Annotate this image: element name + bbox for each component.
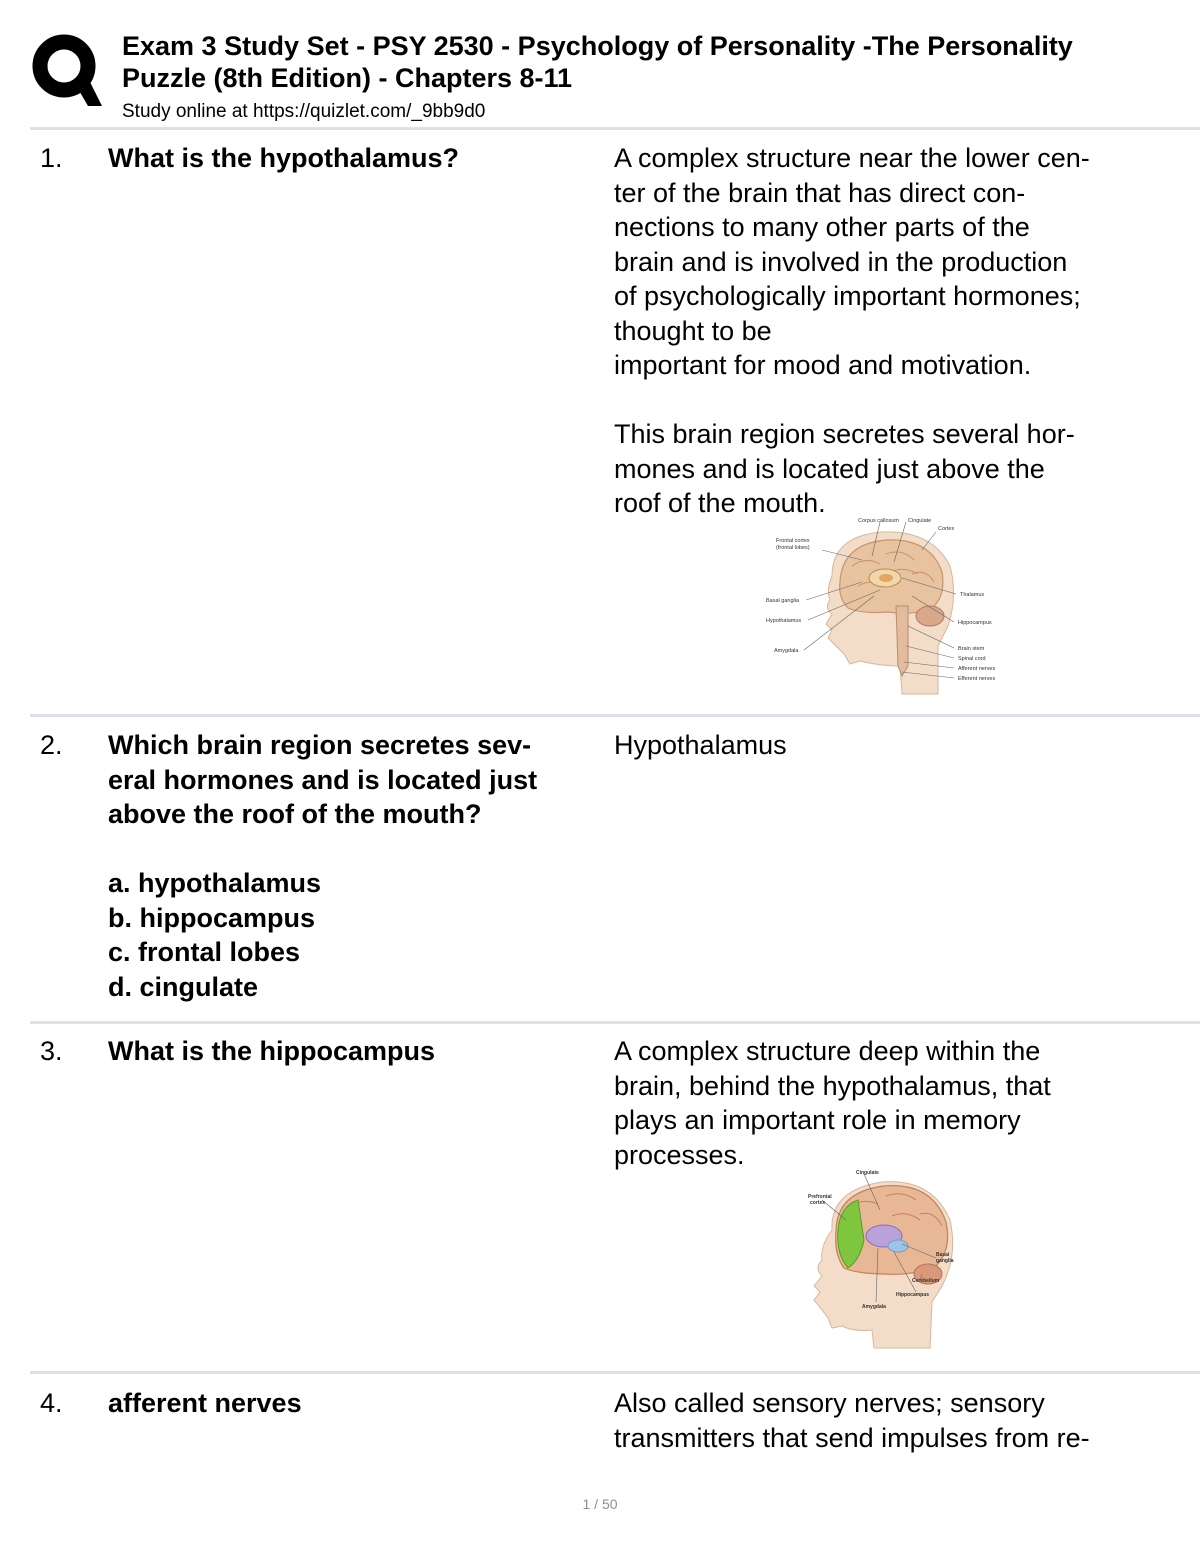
card-divider — [30, 1371, 1200, 1374]
definition-line: brain, behind the hypothalamus, that — [614, 1070, 1051, 1101]
label-frontal-lobes: (frontal lobes) — [776, 545, 810, 551]
label-cortex: Cortex — [938, 526, 955, 532]
card-number: 4. — [40, 1388, 63, 1418]
label-hippocampus: Hippocampus — [896, 1292, 930, 1298]
card-number: 3. — [40, 1036, 63, 1066]
quizlet-logo-icon — [30, 28, 102, 108]
label-spinal-cord: Spinal cord — [958, 656, 986, 662]
card-divider — [30, 714, 1200, 717]
definition-line: of psychologically important hormones; — [614, 281, 1081, 311]
label-cingulate: Cingulate — [908, 518, 932, 524]
study-online-link[interactable]: Study online at https://quizlet.com/_9bb9d0 — [122, 101, 486, 122]
label-cerebellum: Cerebellum — [912, 1278, 940, 1284]
definition-line: nections to many other parts of the — [614, 212, 1030, 242]
card-term — [108, 1386, 606, 1421]
label-cingulate: Cingulate — [856, 1170, 879, 1176]
paragraph-gap — [614, 383, 1174, 418]
definition-line: transmitters that send impulses from re- — [614, 1422, 1090, 1453]
card-term — [108, 141, 606, 176]
term-line: above the roof of the mouth? — [108, 799, 482, 829]
label-prefrontal-cortex: cortex — [810, 1200, 826, 1206]
card-definition — [614, 1034, 1174, 1172]
answer-option: c. frontal lobes — [108, 937, 301, 967]
definition-line: mones and is located just above the — [614, 453, 1045, 484]
answer-option: b. hippocampus — [108, 902, 316, 933]
term-line: eral hormones and is located just — [108, 764, 538, 795]
card-definition — [614, 728, 1174, 763]
label-amygdala: Amygdala — [862, 1304, 886, 1310]
card-definition — [614, 1386, 1174, 1455]
card-term — [108, 728, 606, 1004]
card-number: 1. — [40, 143, 63, 173]
term-line: What is the hypothalamus? — [108, 143, 460, 173]
page-title — [122, 30, 1200, 94]
definition-line: roof of the mouth. — [614, 488, 826, 518]
label-efferent-nerves: Efferent nerves — [958, 676, 996, 682]
label-corpus-callosum: Corpus callosum — [858, 518, 899, 524]
header-divider — [30, 127, 1200, 130]
label-basal: Basal — [936, 1252, 950, 1258]
term-line: afferent nerves — [108, 1388, 302, 1418]
definition-line: important for mood and motivation. — [614, 350, 1032, 380]
definition-line: A complex structure deep within the — [614, 1036, 1041, 1066]
label-thalamus: Thalamus — [960, 592, 985, 598]
term-line: Which brain region secretes sev- — [108, 730, 532, 760]
answer-option: a. hypothalamus — [108, 868, 322, 898]
definition-line: Hypothalamus — [614, 730, 787, 760]
brain-diagram-hypothalamus — [762, 516, 1002, 696]
label-basal-ganglia: Basal ganglia — [766, 598, 800, 604]
answer-option: d. cingulate — [108, 971, 259, 1002]
page-number: 1 / 50 — [582, 1496, 618, 1512]
label-ganglia: ganglia — [936, 1258, 954, 1264]
definition-line: brain and is involved in the production — [614, 246, 1068, 277]
label-prefrontal: Prefrontal — [808, 1194, 832, 1200]
definition-line: ter of the brain that has direct con- — [614, 177, 1026, 208]
card-number: 2. — [40, 730, 63, 760]
definition-line: plays an important role in memory — [614, 1105, 1021, 1135]
label-amygdala: Amygdala — [774, 648, 799, 654]
label-hippocampus: Hippocampus — [958, 620, 992, 626]
definition-line: This brain region secretes several hor- — [614, 419, 1075, 449]
title-line-2: Puzzle (8th Edition) - Chapters 8-11 — [122, 63, 573, 93]
definition-line: thought to be — [614, 315, 772, 346]
label-hypothalamus: Hypothalamus — [766, 618, 802, 624]
paragraph-gap — [108, 832, 606, 867]
definition-line: Also called sensory nerves; sensory — [614, 1388, 1045, 1418]
card-term — [108, 1034, 606, 1069]
brain-diagram-hippocampus — [802, 1170, 962, 1350]
term-line: What is the hippocampus — [108, 1036, 436, 1066]
label-brain-stem: Brain stem — [958, 646, 985, 652]
definition-line: processes. — [614, 1139, 745, 1170]
definition-line: A complex structure near the lower cen- — [614, 143, 1090, 173]
card-divider — [30, 1021, 1200, 1024]
label-frontal-cortex: Frontal cortex — [776, 538, 810, 544]
label-afferent-nerves: Afferent nerves — [958, 666, 996, 672]
card-definition — [614, 141, 1174, 521]
title-line-1: Exam 3 Study Set - PSY 2530 - Psychology of Personality -The Personality — [122, 31, 1073, 61]
